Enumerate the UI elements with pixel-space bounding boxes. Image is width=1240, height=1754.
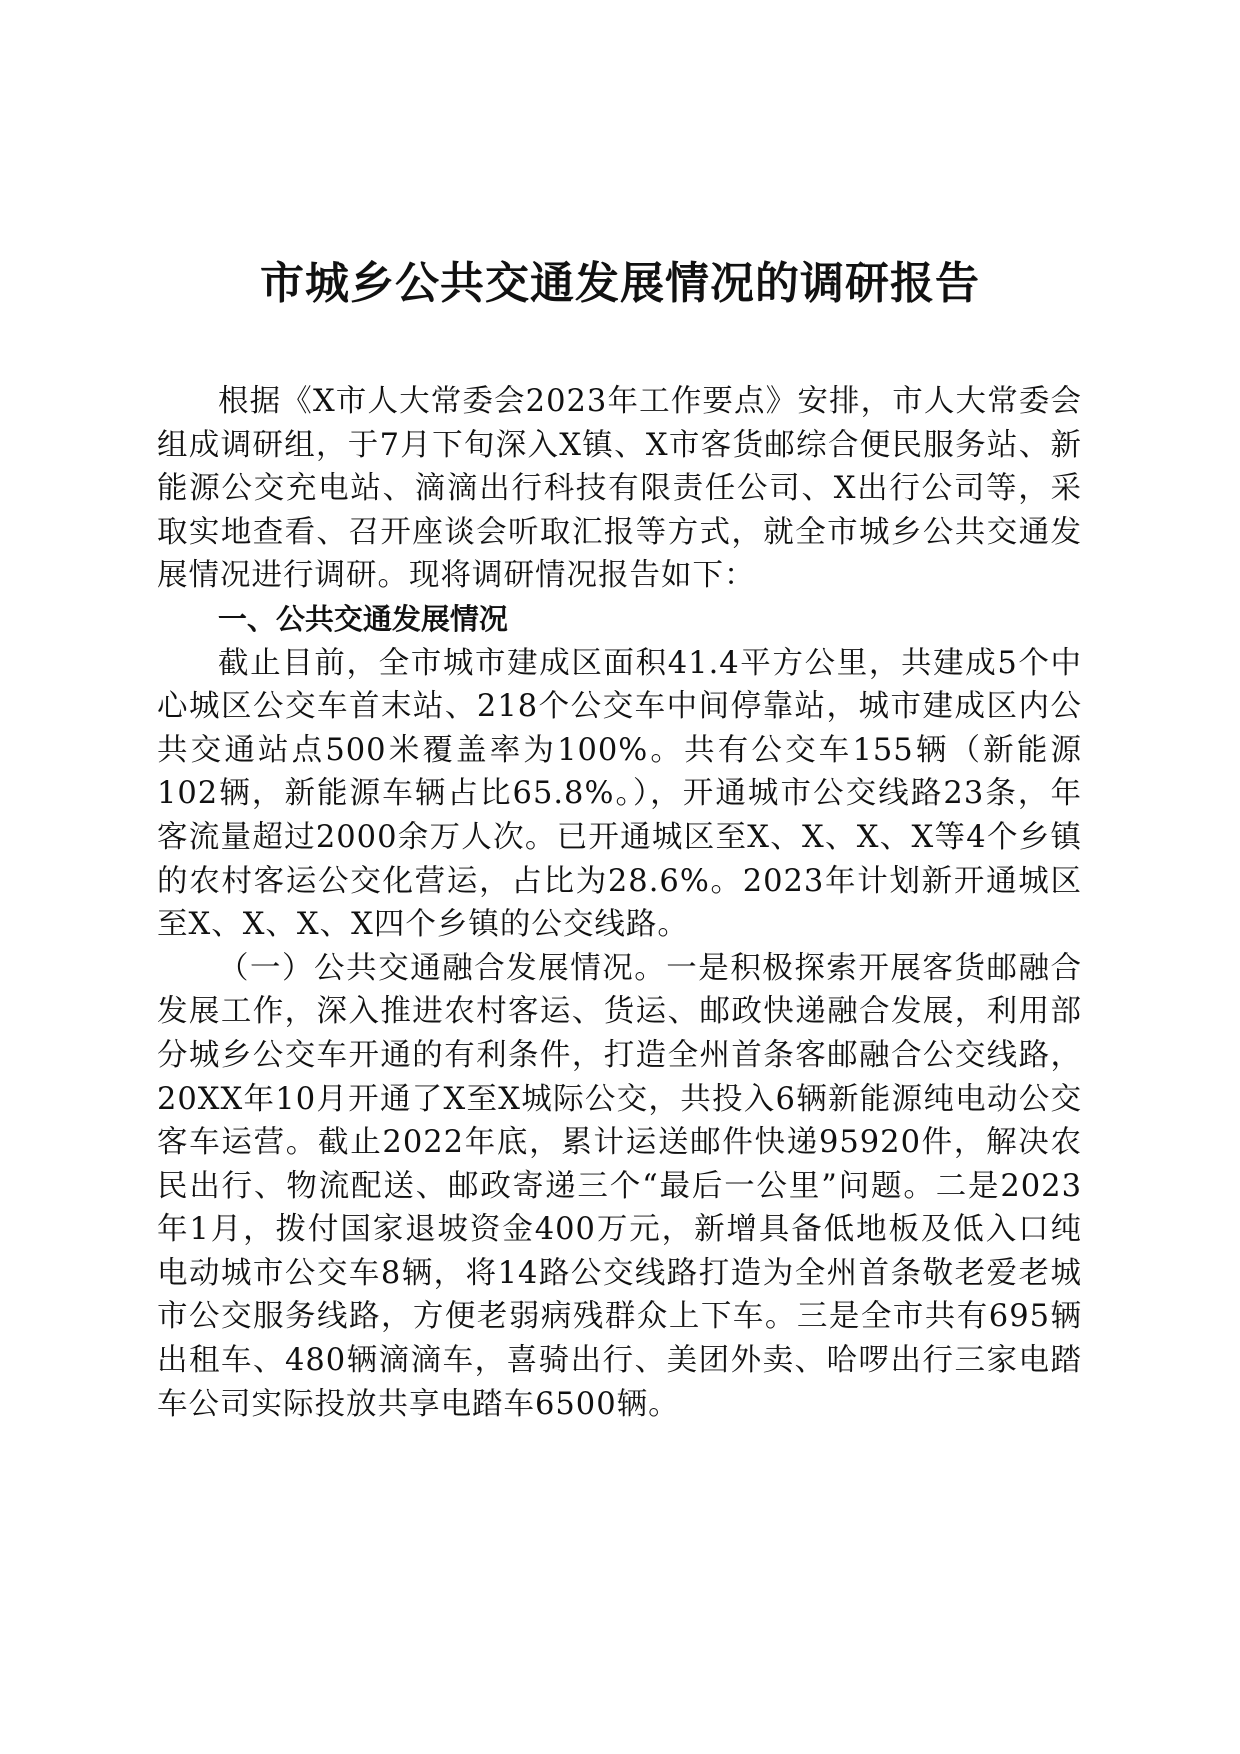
section-1-paragraph: 截止目前，全市城市建成区面积41.4平方公里，共建成5个中心城区公交车首末站、218个公交车中间停靠站，城市建成区内公共交通站点500米覆盖率为100%。共有公交车155辆（新能源102辆，新能源车辆占比65.8%。），开通城市公交线路23条，年客流量超过2000余万人次。已开通城区至X、X、X、X等4个乡镇的农村客运公交化营运，占比为28.6%。2023年计划新开通城区至X、X、X、X四个乡镇的公交线路。 — [157, 645, 1082, 943]
section-heading-1: 一、公共交通发展情况 — [217, 601, 508, 636]
subsection-heading-1: （一）公共交通融合发展情况。 — [218, 950, 667, 986]
document-title: 市城乡公共交通发展情况的调研报告 — [260, 258, 980, 309]
subsection-1-paragraph — [157, 947, 1082, 1427]
intro-paragraph: 根据《X市人大常委会2023年工作要点》安排，市人大常委会组成调研组，于7月下旬深入X镇、X市客货邮综合便民服务站、新能源公交充电站、滴滴出行科技有限责任公司、X出行公司等，采取实地查看、召开座谈会听取汇报等方式，就全市城乡公共交通发展情况进行调研。现将调研情况报告如下： — [157, 384, 1082, 594]
document-body — [157, 380, 1082, 1426]
subsection-1-text: 一是积极探索开展客货邮融合发展工作，深入推进农村客运、货运、邮政快递融合发展，利用部分城乡公交车开通的有利条件，打造全州首条客邮融合公交线路，20XX年10月开通了X至X城际公交，共投入6辆新能源纯电动公交客车运营。截止2022年底，累计运送邮件快递95920件，解决农民出行、物流配送、邮政寄递三个“最后一公里”问题。二是2023年1月，拨付国家退坡资金400万元，新增具备低地板及低入口纯电动城市公交车8辆，将14路公交线路打造为全州首条敬老爱老城市公交服务线路，方便老弱病残群众上下车。三是全市共有695辆出租车、480辆滴滴车，喜骑出行、美团外卖、哈啰出行三家电踏车公司实际投放共享电踏车6500辆。 — [157, 950, 1083, 1422]
